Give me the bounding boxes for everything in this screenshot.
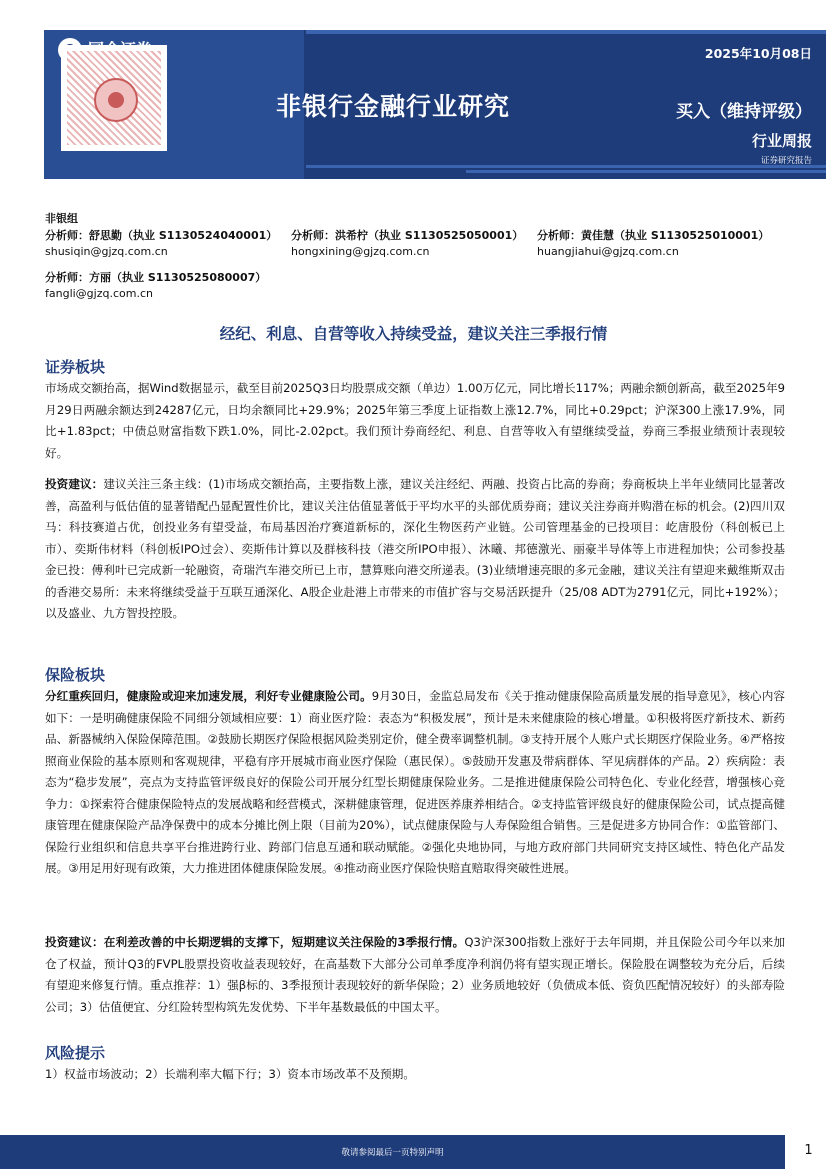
investment-advice-label: 投资建议： [45,477,104,491]
analyst-group-row [45,211,805,228]
insurance-paragraph [45,686,785,880]
header-stripe [466,170,826,173]
risk-text: 1）权益市场波动；2）长端利率大幅下行；3）资本市场改革不及预期。 [45,1067,415,1081]
securities-text: 市场成交额抬高，据Wind数据显示，截至目前2025Q3日均股票成交额（单边）1.00万亿元，同比增长117%；两融余额创新高，截至2025年9月29日两融余额达到24287亿元，日均余额同比+29.9%；2025年第三季度上证指数上涨12.7%，同比+0.29pct；沪深300上涨17.9%，同比+1.83pct；中债总财富指数下跌1.0%，同比-2.02pct。我们预计券商经纪、利息、自营等收入有望继续受益，券商三季报业绩预计表现较好。 [45,381,785,460]
header-stripe [306,165,826,168]
footer-disclaimer: 敬请参阅最后一页特别声明 [341,1148,444,1158]
securities-investment-paragraph [45,474,785,625]
analyst-name: 分析师：舒思勤（执业 S1130524040001） [45,228,278,242]
section-heading-insurance: 保险板块 [45,666,106,684]
insurance-investment-paragraph [45,932,785,1018]
qr-code-icon [61,45,167,151]
report-type: 行业周报 [751,132,812,150]
analyst-email[interactable]: fangli@gjzq.com.cn [45,287,153,300]
analyst-email[interactable]: huangjiahui@gjzq.com.cn [537,245,679,258]
analyst-name-row [45,270,805,287]
report-date: 2025年10月08日 [704,46,812,61]
qr-badge-icon [94,78,138,122]
analyst-email-row [45,286,805,303]
analyst-name: 分析师：方丽（执业 S1130525080007） [45,270,267,284]
analyst-group: 非银组 [45,212,78,225]
main-title: 经纪、利息、自营等收入持续受益，建议关注三季报行情 [219,325,608,343]
insurance-investment-text: Q3沪深300指数上涨好于去年同期，并且保险公司今年以来加仓了权益，预计Q3的FVPL股票投资收益表现较好，在高基数下大部分公司单季度净利润仍将有望实现正增长。保险股在调整较为充分后，后续有望迎来修复行情。重点推荐：1）强β标的、3季报预计表现较好的新华保险；2）业务质地较好（负债成本低、资负匹配情况较好）的头部寿险公司；3）估值便宜、分红险转型构筑先发优势、下半年基数最低的中国太平。 [45,935,785,1014]
insurance-investment-lead: 投资建议：在利差改善的中长期逻辑的支撑下，短期建议关注保险的3季报行情。 [45,935,465,949]
analyst-email[interactable]: hongxining@gjzq.com.cn [291,245,430,258]
page-footer [0,1135,827,1169]
analyst-name: 分析师：洪希柠（执业 S1130525050001） [291,228,524,242]
page-number: 1 [804,1143,813,1158]
report-subtype: 证券研究报告 [760,156,812,166]
analyst-block [45,211,805,303]
securities-investment-text: 建议关注三条主线：(1)市场成交额抬高，主要指数上涨，建议关注经纪、两融、投资占比高的券商；券商板块上半年业绩同比显著改善，高盈利与低估值的显著错配凸显配置性价比，建议关注估值显著低于平均水平的头部优质券商；建议关注券商并购潜在标的机会。(2)四川双马：科技赛道占优，创投业务有望受益，布局基因治疗赛道新标的，深化生物医药产业链。公司管理基金的已投项目：屹唐股份（科创板已上市）、奕斯伟材料（科创板IPO过会）、奕斯伟计算以及群核科技（港交所IPO申报）、沐曦、邦德激光、丽豪半导体等上市进程加快；公司参投基金已投：傅利叶已完成新一轮融资，奇瑞汽车港交所已上市，慧算账向港交所递表。(3)业绩增速亮眼的多元金融，建议关注有望迎来戴维斯双击的香港交易所：未来将继续受益于互联互通深化、A股企业赴港上市带来的市值扩容与交易活跃提升（25/08 ADT为2791亿元，同比+192%）；以及盛业、九方智投控股。 [45,477,785,620]
insurance-lead: 分红重疾回归，健康险或迎来加速发展，利好专业健康险公司。 [45,689,372,703]
analyst-email[interactable]: shusiqin@gjzq.com.cn [45,245,168,258]
report-title: 非银行金融行业研究 [276,92,511,121]
analyst-email-row [45,244,805,261]
header-stripe [306,30,826,34]
section-heading-risk: 风险提示 [45,1044,106,1062]
rating: 买入（维持评级） [676,102,812,122]
analyst-name: 分析师：黄佳慧（执业 S1130525010001） [537,228,770,242]
risk-paragraph [45,1064,785,1086]
securities-paragraph [45,378,785,464]
analyst-name-row [45,228,805,245]
insurance-text: 9月30日，金监总局发布《关于推动健康保险高质量发展的指导意见》，核心内容如下：一是明确健康保险不同细分领域相应要：1）商业医疗险：表态为“积极发展”，预计是未来健康险的核心增量。①积极将医疗新技术、新药品、新器械纳入保险保障范围。②鼓励长期医疗保险根据风险类别定价，健全费率调整机制。③支持开展个人账户式长期医疗保险业务。④严格按照商业保险的基本原则和客观规律，平稳有序开展城市商业医疗保险（惠民保）。⑤鼓励开发惠及带病群体、罕见病群体的产品。2）疾病险：表态为“稳步发展”，亮点为支持监管评级良好的保险公司开展分红型长期健康保险业务。二是推进健康保险公司特色化、专业化经营，增强核心竞争力：①探索符合健康保险特点的发展战略和经营模式，深耕健康管理，促进医养康养相结合。②支持监管评级良好的健康保险公司，试点提高健康管理在健康保险产品净保费中的成本分摊比例上限（目前为20%），试点健康保险与人寿保险组合销售。三是促进多方协同合作：①监管部门、保险行业组织和信息共享平台推进跨行业、跨部门信息互通和联动赋能。②强化央地协同，与地方政府部门共同研究支持区域性、特色化产品发展。③用足用好现有政策，大力推进团体健康保险发展。④推动商业医疗保险快赔直赔取得突破性进展。 [45,689,785,875]
section-heading-securities: 证券板块 [45,358,106,376]
